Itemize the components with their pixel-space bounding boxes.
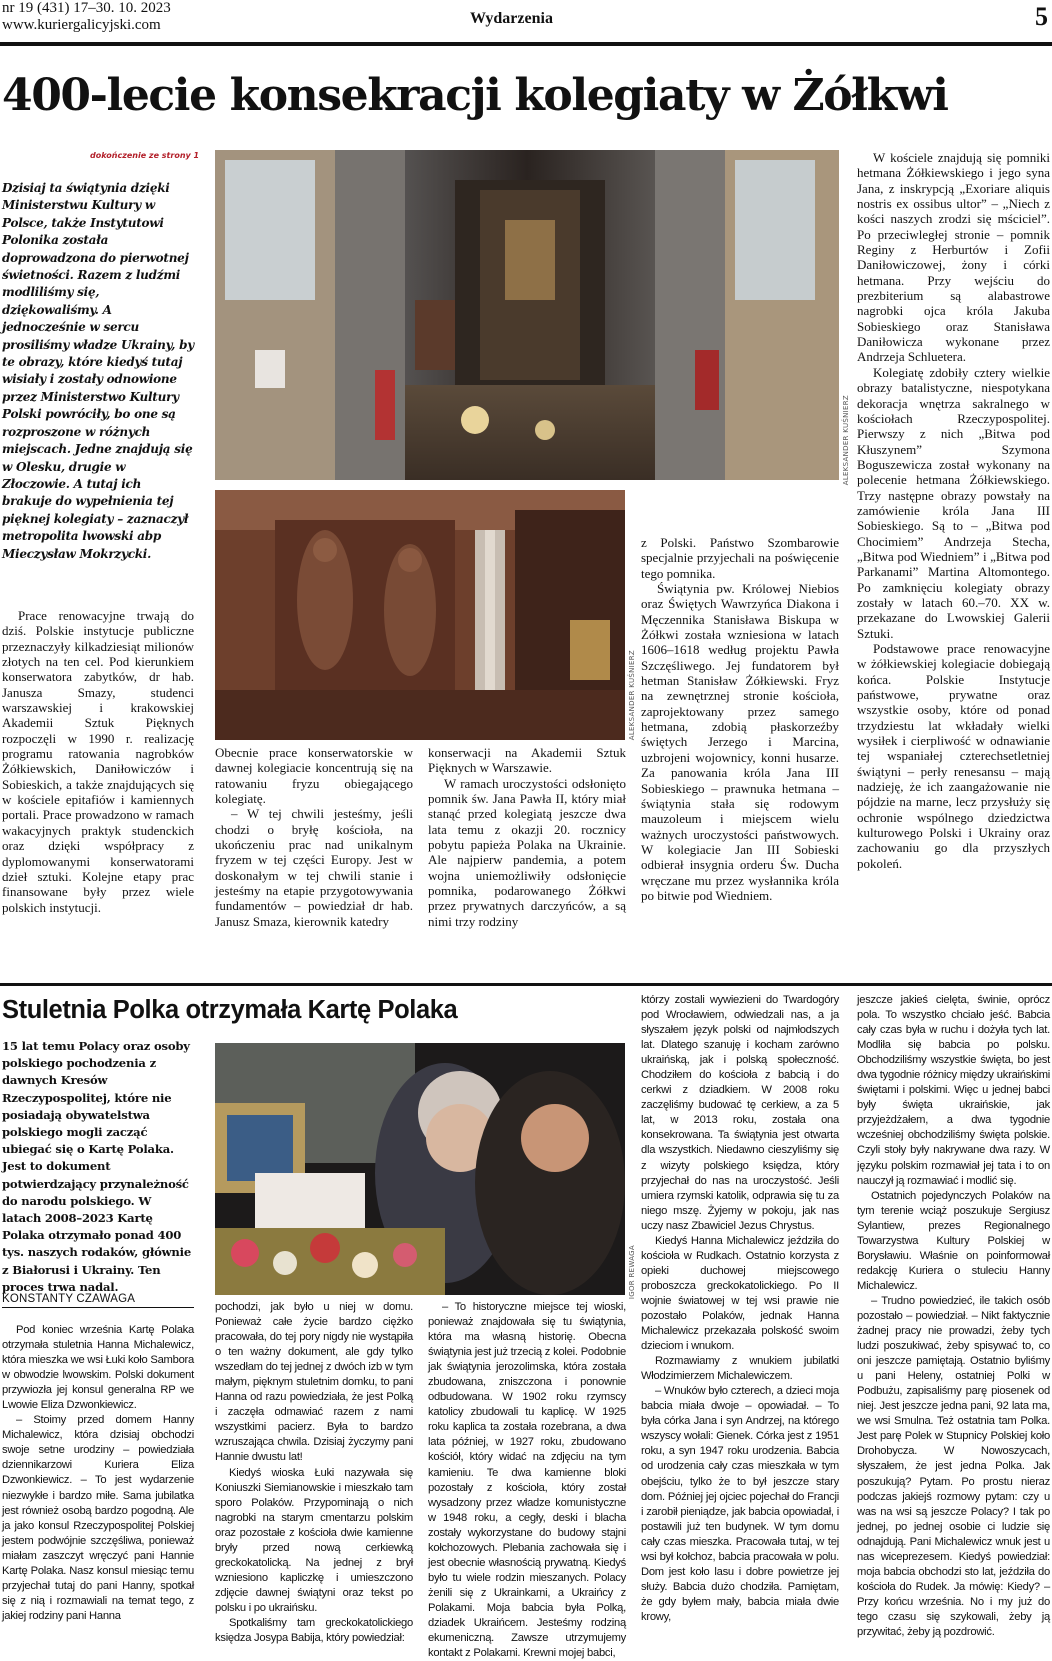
article-column-3 [428, 1300, 626, 1660]
paragraph: Rozmawiamy z wnukiem jubilatki Włodzimierzem Michalewiczem. [641, 1355, 839, 1383]
paragraph: Obecnie prace konserwatorskie w dawnej kolegiacie koncentrują się na ratowaniu fryzu obiegającego kolegiatę. [215, 745, 413, 807]
paragraph: Ostatnich pojedynczych Polaków na tym terenie wciąż poszukuje Sergiusz Sylantiew, prezes Regionalnego Towarzystwa Kultury Polskiej w Borysławiu. Właśnie on poinformował redakcję Kuriera o stuleciu Hanny Michalewicz. [857, 1189, 1050, 1292]
article-lead-quote: Dzisiaj ta świątynia dzięki Ministerstwu Kultury w Polsce, także Instytutowi Polonika została doprowadzona do pierwotnej świetności. Razem z ludźmi modliliśmy się, dziękowaliśmy. A jednocześnie w sercu prosiliśmy władze Ukrainy, by te obrazy, które kiedyś tutaj wisiały i zostały odnowione przez Ministerstwo Kultury Polski powróciły, bo one są rozproszone w różnych miejscach. Jedne znajdują się w Olesku, drugie w Złoczowie. A tutaj ich brakuje do wypełnienia tej pięknej kolegiaty – zaznaczył metropolita lwowski abp Mieczysław Mokrzycki. [2, 181, 194, 561]
issue-number: nr 19 (431) 17–30. 10. 2023 [2, 0, 171, 16]
paragraph: Świątynia pw. Królowej Niebios oraz Świętych Wawrzyńca Diakona i Męczennika Stanisława Biskupa w Żółkwi została wzniesiona w latach 1606–1618 według projektu Pawła Szczęśliwego. Jej fundatorem był hetman Stanisław Żółkiewski. Fryz na zewnętrznej stronie kościoła, zaprojektowany przez samego hetmana, zdobią płaskorzeźby świętych Jerzego i Marcina, uzbrojeni wojownicy, konni husarze. Za panowania króla Jana III Sobieskiego – prawnuka hetmana – świątynia stała się rodowym mauzoleum i miejscem wielu ważnych uroczystości państwowych. W kolegiacie Jan III Sobieski odbierał insygnia orderu Św. Ducha wręczane mu przez wysłannika króla po bitwie pod Wiedniem. [641, 581, 839, 903]
church-interior-photo [215, 150, 839, 480]
paragraph: – W tej chwili jesteśmy, jeśli chodzi o bryłę kościoła, na ukończeniu prac nad unikalnym fryzem w tej części Europy. Jest w doskonałym w tej chwili stanie i jesteśmy na etapie przygotowywania fundamentów – powiedział dr hab. Janusz Smaza, kierownik katedry [215, 806, 413, 929]
photo-credit: IGOR REWAGA [628, 1245, 636, 1300]
photo-credit: ALEKSANDER KUŚNIERZ [628, 650, 636, 741]
article-author: KONSTANTY CZAWAGA [2, 1293, 194, 1308]
paragraph: którzy zostali wywiezieni do Twardogóry pod Wrocławiem, odwiedzali nas, a ja słyszałem język polski od najmłodszych lat. Dlatego szanuję i kocham zarówno ukraińską, jak i polską społeczność. Chodziłem do kościoła z babcią i do cerkwi z dziadkiem. W 2008 roku zaczęliśmy budować tę cerkiew, a za 5 lat, w 2013 roku, została ona konsekrowana. Ta świątynia jest otwarta dla wszystkich. Niedawno cieszyliśmy się z wizyty polskiego księdza, który przyjechał do nas na uroczystość. Jeśli umiera rzymski katolik, odprawia się tu za niego mszę. Żyjemy w pokoju, jak nas uczy nasz Zbawiciel Jezus Chrystus. [641, 994, 839, 1232]
paragraph: – Wnuków było czterech, a dzieci moja babcia miała dwoje – opowiadał. – To była córka Jana i syn Andrzej, na którego wszyscy wołali: Gienek. Córka jest z 1951 roku, a syn 1947 roku urodzenia. Babcia od urodzenia cały czas mieszkała w tym obejściu, tylko że to był jeszcze stary dom. Później jej ojciec pojechał do Francji i zarobił pieniądze, jak babcia opowiadał, i postawili już ten budynek. W tym domu cały czas mieszka. Pracowała tutaj, w tej wsi był kołchoz, babcia pracowała w polu. Dom jest koło lasu i dobre powietrze jej służy. Babcia dużo chodziła. Pamiętam, że gdy byłem mały, babcia miała dwie krowy, [641, 1385, 839, 1623]
header-rule [0, 42, 1052, 46]
article-lead: 15 lat temu Polacy oraz osoby polskiego pochodzenia z dawnych Kresów Rzeczypospolitej, które nie posiadają obywatelstwa polskiego mogli zacząć ubiegać się o Kartę Polaka. Jest to dokument potwierdzający przynależność do narodu polskiego. W latach 2008–2023 Kartę Polaka otrzymało ponad 400 tys. naszych rodaków, głównie z Białorusi i Ukrainy. Ten proces trwa nadal. [2, 1039, 192, 1294]
article-column-5 [857, 993, 1050, 1636]
paragraph: – To historyczne miejsce tej wioski, ponieważ znajdowała się tu świątynia, która ma własną historię. Obecna świątynia jest już trzecią z kolei. Podobnie jak świątynia jerozolimska, która została zbudowana, zniszczona i ponownie odbudowana. W 1902 roku rzymscy katolicy zbudowali tu kaplicę. W 1925 roku kaplica ta została rozebrana, a dwa lata później, w 1927 roku, zbudowano kościół, który widać na zdjęciu na tym kamieniu. Te dwa kamienne bloki pozostały z kościoła, który został wysadzony przez władze komunistyczne w 1948 roku, a cegły, deski i blacha zostały wykorzystane do budowy stajni kołchozowych. Plebania zachowała się i jest obecnie własnością prywatną. Kiedyś było tu wiele rodzin mieszanych. Polacy żenili się z Ukrainkami, a Ukraińcy z Polakami. Moja babcia była Polką, dziadek Ukraińcem. Jesteśmy rodziną ekumeniczną. Zawsze utrzymujemy kontakt z Polakami. Krewni mojej babci, [428, 1301, 626, 1660]
paragraph: Pod koniec września Kartę Polaka otrzymała stuletnia Hanna Michalewicz, która mieszka we wsi Łuki koło Sambora w obwodzie lwowskim. Polski dokument przywiozła jej konsul generalna RP we Lwowie Eliza Dzwonkiewicz. [2, 1324, 194, 1412]
paragraph: Podstawowe prace renowacyjne w żółkiewskiej kolegiacie dobiegają końca. Polskie Instytucje państwowe, prywatne oraz wszystkie osoby, które od ponad trzydziestu lat wkładały wielki wysiłek i cierpliwość w odnawianie tej wspaniałej czterechsetletniej świątyni – perły renesansu – mają nadzieję, że ich zaangażowanie nie pójdzie na marne, lecz przysłuży się ochronie wspólnego dziedzictwa kulturowego Polski i Ukrainy oraz zachowaniu go dla przyszłych pokoleń. [857, 641, 1050, 871]
article-title: 400-lecie konsekracji kolegiaty w Żółkwi [2, 70, 948, 121]
tomb-sculptures-image [215, 490, 625, 740]
paragraph: pochodzi, jak było u niej w domu. Ponieważ całe życie bardzo ciężko pracowała, do tej pory nigdy nie wystąpiła o ten ważny dokument, ale gdy tylko wszedłam do tej jednej z dwóch izb w tym małym, pięknym stuletnim domku, to pani Hanna od razu powiedziała, że jest Polką i zaczęła odmawiać razem z nami wszystkimi pacierz. Była to bardzo wzruszająca chwila. Dzisiaj życzymy pani Hannie dwustu lat! [215, 1301, 413, 1464]
article-column-1 [2, 1323, 194, 1636]
paragraph: z Polski. Państwo Szombarowie specjalnie przyjechali na poświęcenie tego pomnika. [641, 535, 839, 581]
article-column-2 [215, 745, 413, 978]
centenarian-image [215, 1043, 625, 1295]
tomb-sculptures-photo [215, 490, 625, 740]
article-separator [0, 983, 1052, 986]
paragraph: Kiedyś wioska Łuki nazywała się Koniuszki Siemianowskie i mieszkało tam sporo Polaków. Przypominają o nich nagrobki na starym cmentarzu polskim oraz pozostałe z kościoła dwie kamienne bryły przed nową cerkiewką greckokatolicką. Na jednej z brył wzniesiono kapliczkę i umieszczono zdjęcie dawnej świątyni oraz tekst po polsku i po ukraińsku. [215, 1466, 413, 1614]
church-interior-image [215, 150, 839, 480]
paragraph: Prace renowacyjne trwają do dziś. Polskie instytucje publiczne przeznaczyły kilkadziesiąt milionów złotych na ten cel. Pod kierunkiem konserwatora zabytków, dr hab. Janusza Smazy, studenci warszawskiej i krakowskiej Akademii Sztuk Pięknych rozpoczęli w 1990 r. realizację programu ratowania nagrobków Żółkiewskich, Daniłowiczów i Sobieskich, a także znajdujących się w kościele epitafiów i kamiennych portali. Prace prowadzono w ramach wakacyjnych praktyk studenckich oraz dzięki współpracy z dyplomowanymi konserwatorami dzieł sztuki. Kolejne etapy prac finansowane były przez wiele polskich instytucji. [2, 608, 194, 915]
website-link[interactable]: www.kuriergalicyjski.com [2, 17, 161, 33]
paragraph: konserwacji na Akademii Sztuk Pięknych w Warszawie. [428, 745, 626, 776]
photo-credit: ALEKSANDER KUŚNIERZ [842, 395, 850, 486]
article-column-2 [215, 1300, 413, 1645]
page-number: 5 [1035, 2, 1048, 31]
continuation-note: dokończenie ze strony 1 [90, 151, 200, 160]
article-column-1 [2, 608, 194, 978]
section-name: Wydarzenia [470, 10, 553, 27]
paragraph: – Trudno powiedzieć, ile takich osób pozostało – powiedział. – Nikt faktycznie żadnej pracy nie prowadzi, żeby tych ludzi poszukiwać, żeby spisywać to, co oni jeszcze pamiętają. Ostatnio byliśmy u pani Heleny, ostatniej Polki w Podbużu, zapisaliśmy parę piosenek od niej. Jest jeszcze jedna pani, 92 lata ma, we wsi Smulna. Też ostatnia tam Polka. Jest parę Polek w Stupnicy Polskiej koło Drohobycza. W Nowoszycach, słyszałem, że jest jedna Polka. Jak poszukują? Pytam. Po prostu nieraz podczas jakiejś rozmowy pytam: czy u was na wsi są jeszcze Polacy? I tak po jednej, po jednej osobie ci ludzie się odnajdują. Pani Michalewicz wnuk jest u nas wiceprezesem. Kiedyś powiedział: moja babcia obchodzi sto lat, jeździła do kościoła do Rudek. Ja mówię: Kiedy? – Przy końcu września. No i my już do tego czasu się szykowali, żeby ją przywitać, żeby ją pozdrowić. [857, 1294, 1050, 1638]
paragraph: jeszcze jakieś cielęta, świnie, oprócz pola. To wszystko chciało jeść. Babcia cały czas była w ruchu i dożyła tych lat. Modliła się babcia po polsku. Obchodziliśmy wszystkie święta, bo jest dwa tygodnie różnicy między ukraińskimi świętami i polskimi. Więc u jednej babci były święta ukraińskie, jak przyjeżdżałem, a dwa tygodnie wcześniej obchodziliśmy święta polskie. Czyli stoły były nakrywane dwa razy. W języku polskim rozmawiał jej tata i to on nauczył ją rozmawiać i modlić się. [857, 994, 1050, 1187]
article-column-4 [641, 535, 839, 978]
centenarian-photo [215, 1043, 625, 1295]
article-column-4 [641, 993, 839, 1636]
paragraph: Kiedyś Hanna Michalewicz jeździła do kościoła w Rudkach. Ostatnio korzysta z opieki duchowej miejscowego proboszcza greckokatolickiego. Po II wojnie światowej w tej wsi prawie nie pozostało Polaków, jednak Hanna Michalewicz przekazała polskość swoim dzieciom i wnukom. [641, 1234, 839, 1353]
article-title: Stuletnia Polka otrzymała Kartę Polaka [2, 996, 458, 1024]
issue-info [2, 0, 171, 34]
paragraph: W kościele znajdują się pomniki hetmana Żółkiewskiego i jego syna Jana, z inskrypcją „Exoriare aliquis nostris ex ossibus ultor” – „Niech z kości naszych zrodzi się mściciel”. Po przeciwległej stronie – pomnik Reginy z Herburtów i Zofii Daniłowiczowej, żony i córki hetmana. Przy wejściu do prezbiterium są alabastrowe nagrobki ojca króla Jakuba Sobieskiego oraz Stanisława Daniłowicza wykonane przez Andrzeja Schluetera. [857, 150, 1050, 365]
paragraph: Spotkaliśmy tam greckokatolickiego księdza Josypa Babija, który powiedział: [215, 1616, 413, 1645]
article-column-3 [428, 745, 626, 978]
paragraph: Kolegiatę zdobiły cztery wielkie obrazy batalistyczne, niespotykana dekoracja wnętrza sakralnego w kościołach Rzeczypospolitej. Pierwszy z nich „Bitwa pod Kłuszynem” Szymona Boguszewicza został wykonany na polecenie hetmana Żółkiewskiego. Trzy następne obrazy powstały na zamówienie króla Jana III Sobieskiego. Są to – „Bitwa pod Chocimiem” Andrzeja Stecha, „Bitwa pod Wiedniem” i „Bitwa pod Parkanami” Martina Altomontego. Po zamknięciu kolegiaty obrazy zostały w latach 60.–70. XX w. przekazane do Lwowskiej Galerii Sztuki. [857, 364, 1050, 641]
paragraph: – Stoimy przed domem Hanny Michalewicz, która dzisiaj obchodzi swoje setne urodziny – powiedziała dziennikarzowi Kuriera Eliza Dzwonkiewicz. – To jest wydarzenie niezwykłe i bardzo miłe. Sama jubilatka jest również osobą bardzo pogodną. Ale ja jako konsul Rzeczypospolitej Polskiej jestem podwójnie szczęśliwa, ponieważ miałam zaszczyt wręczyć pani Hannie Kartę Polaka. Nasz konsul miesiąc temu przyjechał tutaj do pani Hanny, spotkał się z nią i rozmawiali na temat tego, z jakiej rodziny pani Hanna [2, 1414, 194, 1622]
paragraph: W ramach uroczystości odsłonięto pomnik św. Jana Pawła II, który miał stanąć przed kolegiatą jeszcze dwa lata temu z okazji 20. rocznicy pobytu papieża Polaka na Ukrainie. Ale najpierw pandemia, a potem wojna uniemożliwiły odsłonięcie pomnika, podarowanego Żółkwi przez prywatnych darczyńców, a są nimi trzy rodziny [428, 775, 626, 929]
article-column-5 [857, 150, 1050, 980]
